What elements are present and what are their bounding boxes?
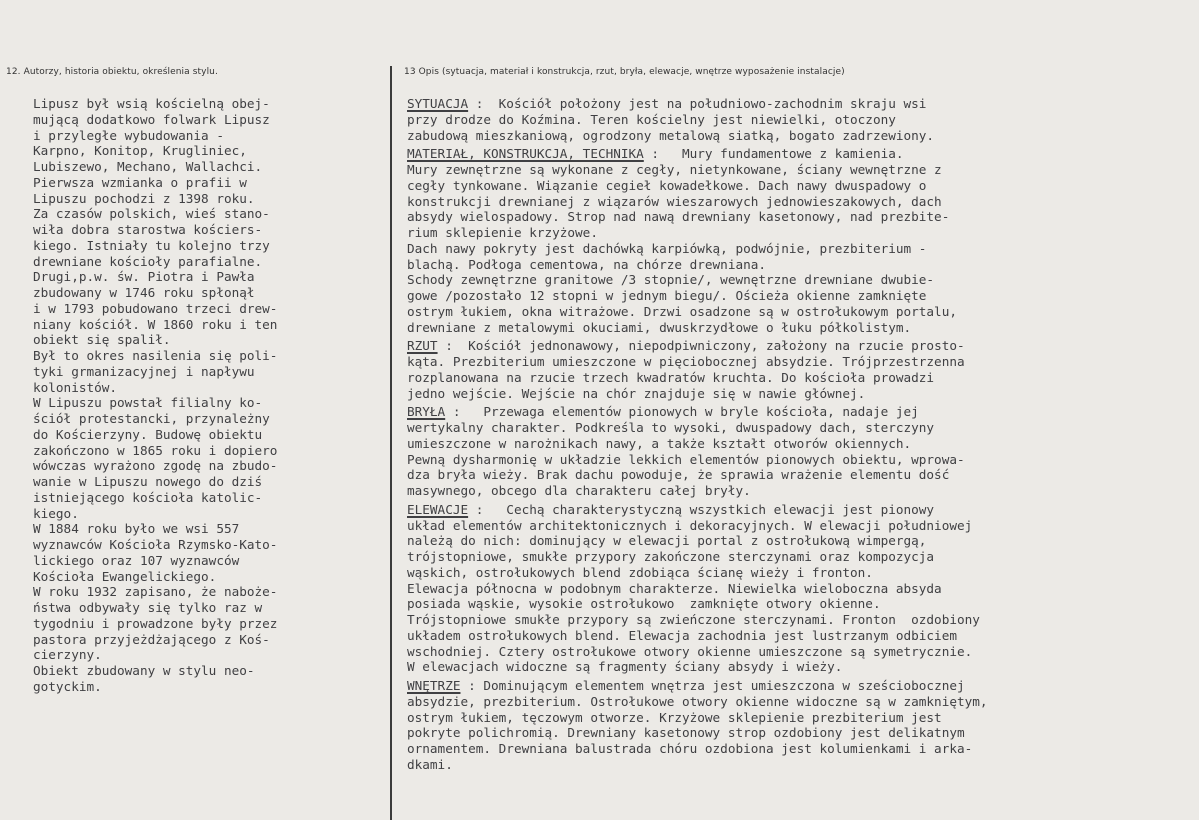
section-heading: RZUT xyxy=(407,338,438,354)
history-line: drewniane kościoły parafialne. xyxy=(33,253,263,269)
section-first-text: : Przewaga elementów pionowych w bryle kościoła, nadaje jej xyxy=(445,404,919,420)
section-first-line xyxy=(407,338,988,354)
section-line: absydzie, prezbiterium. Ostrołukowe otwory okienne widoczne są w zamkniętym, xyxy=(407,693,988,709)
section-line: dkami. xyxy=(407,756,453,772)
section-line: Schody zewnętrzne granitowe /3 stopnie/, wewnętrzne drewniane dwubie- xyxy=(407,272,935,288)
history-line: Pierwsza wzmianka o prafii w xyxy=(33,174,247,190)
history-section-header: 12. Autorzy, historia obiektu, określenia stylu. xyxy=(6,67,218,77)
section-heading: MATERIAŁ, KONSTRUKCJA, TECHNIKA xyxy=(407,146,644,162)
section-first-line xyxy=(407,404,988,420)
description-section xyxy=(407,678,988,773)
history-line: Był to okres nasilenia się poli- xyxy=(33,348,278,363)
section-line: układem ostrołukowych blend. Elewacja zachodnia jest lustrzanym odbiciem xyxy=(407,627,957,643)
section-first-line xyxy=(407,96,988,112)
history-line: pastora przyjeżdżającego z Koś- xyxy=(33,631,270,647)
history-line: ściół protestancki, przynależny xyxy=(33,411,270,426)
history-line: Kościoła Ewangelickiego. xyxy=(33,568,217,584)
history-line: zakończono w 1865 roku i dopiero xyxy=(33,442,278,458)
history-line: W 1884 roku było we wsi 557 xyxy=(33,521,240,537)
history-line: tygodniu i prowadzone były przez xyxy=(33,615,278,631)
history-line: do Kościerzyny. Budowę obiektu xyxy=(33,426,263,442)
section-first-text: : Kościół jednonawowy, niepodpiwniczony, założony na rzucie prosto- xyxy=(437,338,965,354)
section-line: rium sklepienie krzyżowe. xyxy=(407,225,598,240)
section-line: posiada wąskie, wysokie ostrołukowo zamknięte otwory okienne. xyxy=(407,596,881,612)
history-line: W roku 1932 zapisano, że naboże- xyxy=(33,584,278,600)
section-line: należą do nich: dominujący w elewacji portal z ostrołukową wimpergą, xyxy=(407,533,927,549)
history-line: Za czasów polskich, wieś stano- xyxy=(33,206,270,222)
history-line: istniejącego kościoła katolic- xyxy=(33,489,263,505)
column-divider xyxy=(390,66,392,820)
section-first-line xyxy=(407,146,988,162)
section-line: Elewacja północna w podobnym charakterze. Niewielka wieloboczna absyda xyxy=(407,580,942,596)
section-line: zabudową mieszkaniową, ogrodzony metalową siatką, bogato zadrzewiony. xyxy=(407,127,935,143)
section-line: umieszczone w narożnikach nawy, a także kształt otworów okiennych. xyxy=(407,435,912,451)
section-line: Mury zewnętrzne są wykonane z cegły, nietynkowane, ściany wewnętrzne z xyxy=(407,162,942,177)
history-line: wyznawców Kościoła Rzymsko-Kato- xyxy=(33,537,278,552)
section-line: ostrym łukiem, okna witrażowe. Drzwi osadzone są w ostrołukowym portalu, xyxy=(407,303,957,319)
history-line: W Lipuszu powstał filialny ko- xyxy=(33,395,263,411)
history-line: wiła dobra starostwa kościers- xyxy=(33,222,263,237)
history-line: Karpno, Konitop, Krugliniec, xyxy=(33,143,247,159)
history-text-column xyxy=(33,96,277,695)
section-line: rozplanowana na rzucie trzech kwadratów kruchta. Do kościoła prowadzi xyxy=(407,369,935,385)
history-line: i przyległe wybudowania - xyxy=(33,127,224,143)
history-line: kiego. Istniały tu kolejno trzy xyxy=(33,237,270,253)
section-line: ornamentem. Drewniana balustrada chóru ozdobiona jest kolumienkami i arka- xyxy=(407,741,973,756)
section-line: pokryte polichromią. Drewniany kasetonowy strop ozdobiony jest delikatnym xyxy=(407,725,965,741)
history-line: kiego. xyxy=(33,505,79,521)
history-line: obiekt się spalił. xyxy=(33,332,171,348)
section-heading: SYTUACJA xyxy=(407,96,469,111)
description-section xyxy=(407,404,988,499)
history-line: zbudowany w 1746 roku spłonął xyxy=(33,285,255,300)
history-line: Drugi,p.w. św. Piotra i Pawła xyxy=(33,269,255,285)
section-first-text: : Dominującym elementem wnętrza jest umieszczona w sześciobocznej xyxy=(460,678,965,693)
section-first-line xyxy=(407,678,988,694)
section-line: Dach nawy pokryty jest dachówką karpiówką, podwójnie, prezbiterium - xyxy=(407,240,927,256)
section-line: drewniane z metalowymi okuciami, dwuskrzydłowe o łuku półkolistym. xyxy=(407,319,912,335)
description-section-header: 13 Opis (sytuacja, materiał i konstrukcja, rzut, bryła, elewacje, wnętrze wyposażenie instalacje) xyxy=(404,67,845,77)
section-line: wschodniej. Cztery ostrołukowe otwory okienne umieszczone są symetrycznie. xyxy=(407,643,973,659)
section-line: W elewacjach widoczne są fragmenty ściany absydy i wieży. xyxy=(407,659,843,675)
description-section xyxy=(407,338,988,401)
description-section xyxy=(407,502,988,675)
description-text-column xyxy=(407,96,988,773)
history-line: wanie w Lipuszu nowego do dziś xyxy=(33,474,263,489)
section-first-text: : Mury fundamentowe z kamienia. xyxy=(643,146,904,162)
history-line: Lubiszewo, Mechano, Wallachci. xyxy=(33,159,263,174)
section-line: kąta. Prezbiterium umieszczone w pięciobocznej absydzie. Trójprzestrzenna xyxy=(407,354,965,369)
section-heading: WNĘTRZE xyxy=(407,678,461,693)
history-line: lickiego oraz 107 wyznawców xyxy=(33,552,240,568)
section-heading: BRYŁA xyxy=(407,404,446,420)
history-line: Lipuszu pochodzi z 1398 roku. xyxy=(33,190,255,206)
history-line: Lipusz był wsią kościelną obej- xyxy=(33,96,270,111)
section-line: układ elementów architektonicznych i dekoracyjnych. W elewacji południowej xyxy=(407,517,973,533)
history-line: cierzyny. xyxy=(33,647,102,663)
history-line: kolonistów. xyxy=(33,379,118,395)
section-line: wertykalny charakter. Podkreśla to wysoki, dwuspadowy dach, sterczyny xyxy=(407,420,935,435)
section-first-text: : Kościół położony jest na południowo-zachodnim skraju wsi xyxy=(468,96,927,111)
section-line: Pewną dysharmonię w układzie lekkich elementów pionowych obiektu, wprowa- xyxy=(407,451,965,467)
description-section xyxy=(407,146,988,335)
section-line: jedno wejście. Wejście na chór znajduje się w nawie głównej. xyxy=(407,385,866,401)
history-line: i w 1793 pobudowano trzeci drew- xyxy=(33,300,278,316)
section-line: trójstopniowe, smukłe przypory zakończone sterczynami oraz kompozycja xyxy=(407,549,935,564)
section-line: przy drodze do Koźmina. Teren kościelny jest niewielki, otoczony xyxy=(407,111,896,127)
history-line: Obiekt zbudowany w stylu neo- xyxy=(33,663,255,678)
history-line: tyki grmanizacyjnej i napływu xyxy=(33,363,255,379)
description-section xyxy=(407,96,988,143)
section-first-text: : Cechą charakterystyczną wszystkich elewacji jest pionowy xyxy=(468,501,935,517)
section-line: masywnego, obcego dla charakteru całej bryły. xyxy=(407,483,751,498)
section-heading: ELEWACJE xyxy=(407,501,469,517)
history-line: gotyckim. xyxy=(33,678,102,694)
history-line: niany kościół. W 1860 roku i ten xyxy=(33,316,278,332)
section-first-line xyxy=(407,502,988,518)
section-line: cegły tynkowane. Wiązanie cegieł kowadełkowe. Dach nawy dwuspadowy o xyxy=(407,177,927,193)
section-line: Trójstopniowe smukłe przypory są zwieńczone sterczynami. Fronton ozdobiony xyxy=(407,612,980,627)
section-line: ostrym łukiem, tęczowym otworze. Krzyżowe sklepienie prezbiterium jest xyxy=(407,709,942,725)
section-line: wąskich, ostrołukowych blend zdobiąca ścianę wieży i fronton. xyxy=(407,564,873,580)
section-line: konstrukcji drewnianej z wiązarów wieszarowych jednowieszakowych, dach xyxy=(407,193,942,209)
section-line: absydy wielospadowy. Strop nad nawą drewniany kasetonowy, nad prezbite- xyxy=(407,209,950,225)
history-line: mującą dodatkowo folwark Lipusz xyxy=(33,111,270,127)
section-line: gowe /pozostało 12 stopni w jednym biegu/. Ościeża okienne zamknięte xyxy=(407,288,927,303)
history-line: wówczas wyrażono zgodę na zbudo- xyxy=(33,458,278,474)
history-line: ństwa odbywały się tylko raz w xyxy=(33,600,263,615)
section-line: blachą. Podłoga cementowa, na chórze drewniana. xyxy=(407,256,767,272)
section-line: dza bryła wieży. Brak dachu powoduje, że sprawia wrażenie elementu dość xyxy=(407,467,950,483)
